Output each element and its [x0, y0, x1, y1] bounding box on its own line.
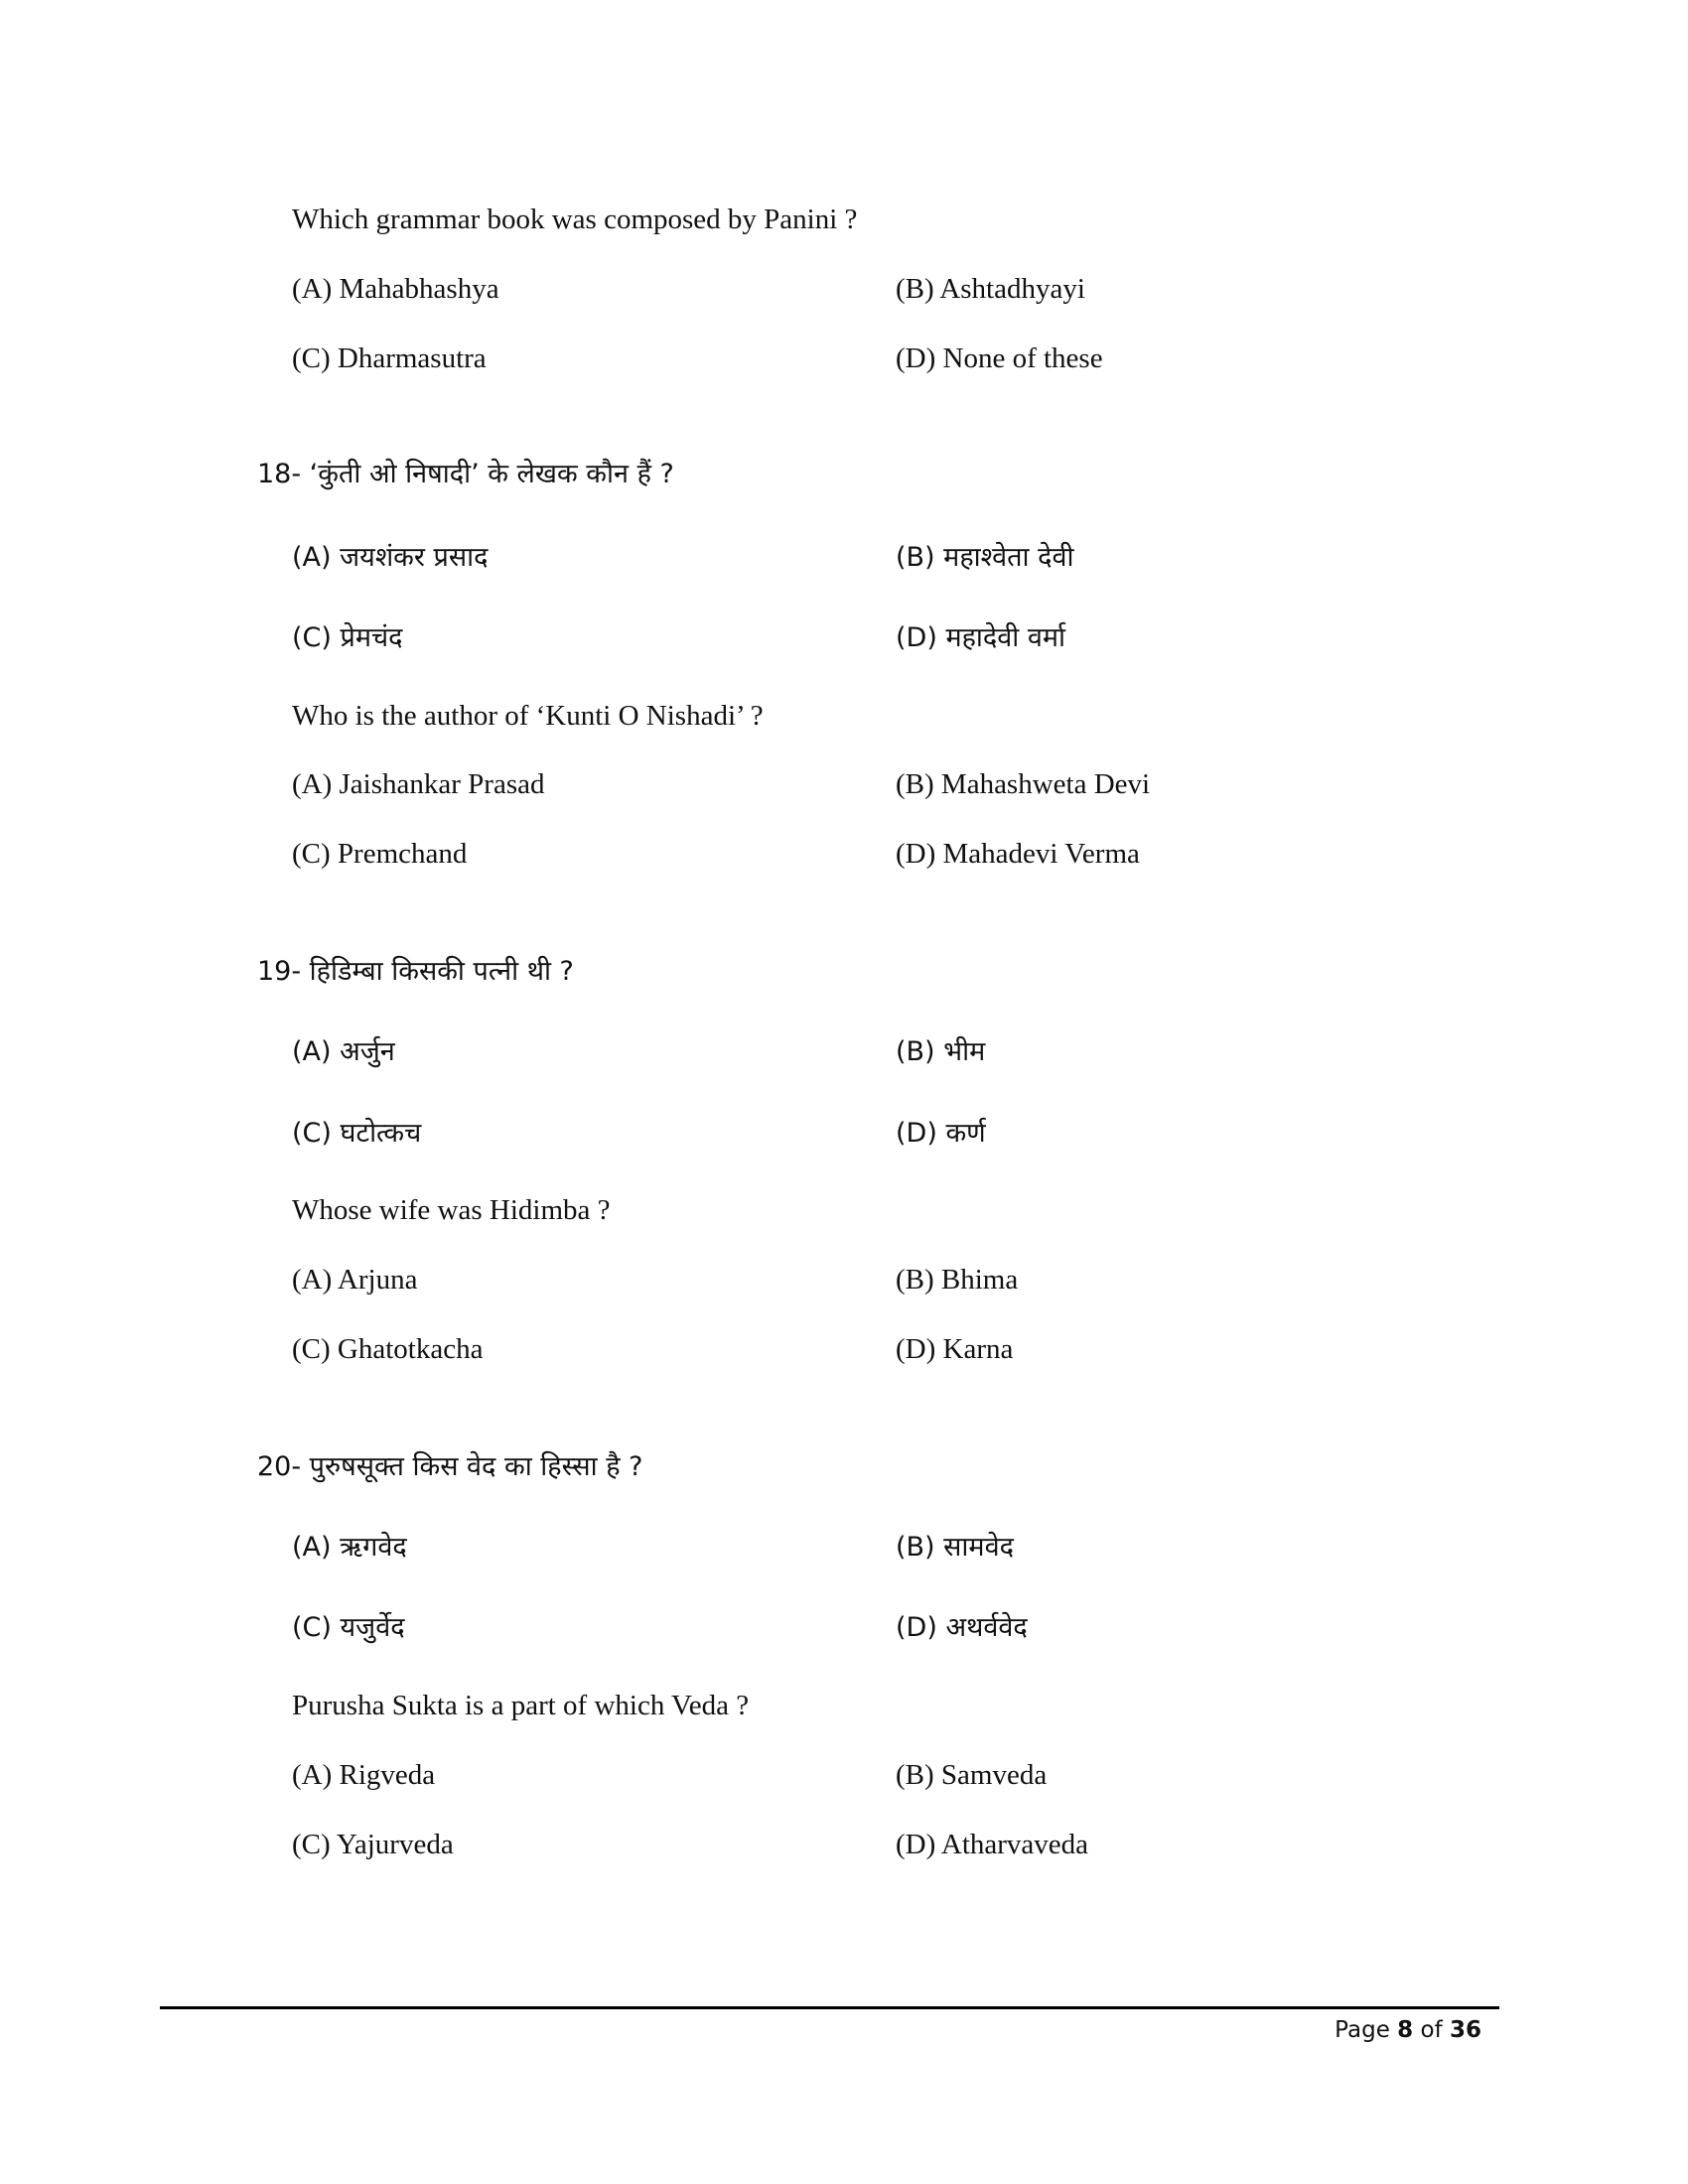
q20-option-d: (D) Atharvaveda: [896, 1829, 1089, 1860]
page-number: [1335, 2017, 1481, 2043]
q19-option-b: (B) Bhima: [896, 1264, 1019, 1296]
q20-question-hindi: 20- पुरुषसूक्त किस वेद का हिस्सा है ?: [257, 1451, 643, 1482]
q18-option-a-hindi: (A) जयशंकर प्रसाद: [292, 542, 489, 573]
q19-question-hindi: 19- हिडिम्बा किसकी पत्नी थी ?: [257, 956, 574, 987]
q20-option-b: (B) Samveda: [896, 1759, 1048, 1791]
current-page: 8: [1397, 2017, 1414, 2043]
q20-question: Purusha Sukta is a part of which Veda ?: [292, 1690, 750, 1721]
q20-option-d-hindi: (D) अथर्ववेद: [896, 1612, 1028, 1643]
q18-option-c-hindi: (C) प्रेमचंद: [292, 622, 403, 653]
q20-option-a: (A) Rigveda: [292, 1759, 436, 1791]
q19-option-d: (D) Karna: [896, 1333, 1014, 1365]
q18-option-d-hindi: (D) महादेवी वर्मा: [896, 622, 1065, 653]
q19-option-a: (A) Arjuna: [292, 1264, 418, 1296]
footer-rule: [160, 2006, 1499, 2009]
q17-option-a: (A) Mahabhashya: [292, 273, 499, 305]
q19-option-c: (C) Ghatotkacha: [292, 1333, 484, 1365]
q17-option-d: (D) None of these: [896, 342, 1103, 374]
q18-question: Who is the author of ‘Kunti O Nishadi’ ?: [292, 700, 764, 732]
q19-option-a-hindi: (A) अर्जुन: [292, 1036, 395, 1067]
q20-option-a-hindi: (A) ऋगवेद: [292, 1532, 407, 1563]
q19-option-c-hindi: (C) घटोत्कच: [292, 1118, 422, 1149]
q18-option-d: (D) Mahadevi Verma: [896, 838, 1140, 870]
q20-option-c-hindi: (C) यजुर्वेद: [292, 1612, 405, 1643]
q18-option-c: (C) Premchand: [292, 838, 468, 870]
q19-option-d-hindi: (D) कर्ण: [896, 1118, 986, 1149]
page-label: Page: [1335, 2017, 1390, 2043]
q17-question: Which grammar book was composed by Panini ?: [292, 204, 858, 235]
q20-option-b-hindi: (B) सामवेद: [896, 1532, 1014, 1563]
q20-option-c: (C) Yajurveda: [292, 1829, 454, 1860]
q18-option-b-hindi: (B) महाश्वेता देवी: [896, 542, 1074, 573]
q19-option-b-hindi: (B) भीम: [896, 1036, 986, 1067]
q18-option-a: (A) Jaishankar Prasad: [292, 768, 545, 800]
q19-question: Whose wife was Hidimba ?: [292, 1194, 611, 1226]
q17-option-c: (C) Dharmasutra: [292, 342, 487, 374]
q17-option-b: (B) Ashtadhyayi: [896, 273, 1085, 305]
q18-question-hindi: 18- ‘कुंती ओ निषादी’ के लेखक कौन हैं ?: [257, 459, 674, 489]
total-pages: 36: [1449, 2017, 1481, 2043]
of-label: of: [1420, 2017, 1443, 2043]
q18-option-b: (B) Mahashweta Devi: [896, 768, 1151, 800]
